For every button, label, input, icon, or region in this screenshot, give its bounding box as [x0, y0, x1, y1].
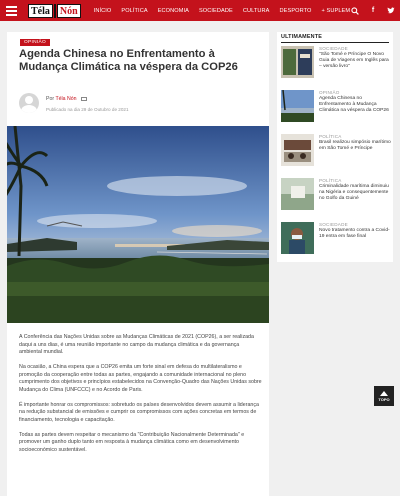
item-title[interactable]: Novo tratamento contra a Covid-19 entra em fase final — [319, 228, 390, 239]
thumbnail[interactable] — [281, 134, 314, 166]
paragraph: Todas as partes devem respeitar o mecanismo da "Contribuição Nacionalmente Determinada" e promover um ganho duplo tanto em resposta à mudança climática como em desenvolvimento socioeconómico sustentável. — [19, 431, 245, 453]
back-to-top-label: TOPO — [378, 396, 390, 402]
article-card — [7, 32, 269, 496]
article-title: Agenda Chinesa no Enfrentamento à Mudança Climática na véspera da COP26 — [19, 48, 238, 73]
author-link[interactable]: Téla Nón — [55, 96, 77, 102]
item-category[interactable]: POLÍTICA — [319, 178, 342, 183]
nav-item-cultura[interactable]: CULTURA — [242, 7, 270, 14]
facebook-icon[interactable]: f — [371, 7, 375, 14]
item-title[interactable]: Agenda Chinesa no Enfrentamento à Mudança Climática na véspera da COP26 — [319, 96, 389, 113]
article-body — [19, 334, 263, 462]
mail-icon[interactable] — [81, 97, 87, 101]
article-image — [7, 126, 269, 323]
back-to-top-button[interactable] — [374, 386, 394, 406]
logo-text-2: Nón — [57, 4, 81, 18]
avatar[interactable] — [19, 93, 39, 113]
paragraph: Na ocasião, a China espera que a COP26 emita um forte sinal em defesa do multilateralismo e promoção da cooperação entre todas as partes, engajando a comunidade internacional no pleno cumprimento dos objetivos e princípios estabelecidos na Convenção-Quadro das Nações Unidas sobre Mudança do Clima (UNFCCC) e no Acordo de Paris. — [19, 364, 262, 393]
paragraph: A Conferência das Nações Unidas sobre as Mudanças Climáticas de 2021 (COP26), a ser realizada daqui a uns dias, é uma reunião importante no campo da mudança climática e da governança ambiental mundial. — [19, 334, 254, 355]
twitter-icon[interactable] — [382, 0, 400, 21]
site-logo[interactable] — [28, 3, 81, 18]
item-category[interactable]: OPINIÃO — [319, 90, 340, 95]
arrow-up-icon — [380, 391, 388, 396]
nav-icons — [346, 0, 400, 21]
item-title[interactable]: Criminalidade marítima diminuiu na Nigéria e consequentemente no Golfo da Guiné — [319, 184, 389, 201]
sidebar-heading: ULTIMAMENTE — [281, 34, 323, 40]
thumbnail[interactable] — [281, 90, 314, 122]
main-nav — [89, 8, 355, 14]
item-category[interactable]: POLÍTICA — [319, 134, 342, 139]
category-badge[interactable]: OPINIÃO — [20, 39, 50, 46]
list-item[interactable] — [281, 46, 391, 82]
publish-date: Publicado na dia 29 de Outubro de 2021 — [46, 107, 129, 112]
sidebar-divider — [281, 42, 389, 43]
menu-icon[interactable] — [0, 0, 22, 21]
nav-item-sociedade[interactable]: SOCIEDADE — [198, 7, 233, 14]
sidebar-latest — [277, 32, 393, 262]
list-item[interactable] — [281, 178, 391, 214]
nav-item-politica[interactable]: POLÍTICA — [121, 7, 148, 14]
nav-item-suplementos[interactable]: + SUPLEM — [321, 7, 351, 14]
nav-item-economia[interactable]: ECONOMIA — [157, 7, 189, 14]
byline-prefix: Por — [46, 96, 55, 102]
item-title[interactable]: Brasil realizou simpósio marítimo em São Tomé e Príncipe — [319, 140, 391, 151]
byline — [46, 96, 87, 102]
item-category[interactable]: SOCIEDADE — [319, 46, 348, 51]
nav-item-inicio[interactable]: INÍCIO — [93, 7, 112, 14]
logo-text-1: Téla — [28, 4, 53, 18]
item-title[interactable]: "São Tomé e Príncipe O Novo Guia de Viagens em Inglês para – versão livro" — [319, 52, 389, 69]
list-item[interactable] — [281, 90, 391, 126]
list-item[interactable] — [281, 222, 391, 258]
search-icon[interactable] — [346, 0, 364, 21]
thumbnail[interactable] — [281, 46, 314, 78]
thumbnail[interactable] — [281, 222, 314, 254]
item-category[interactable]: SOCIEDADE — [319, 222, 348, 227]
nav-item-desporto[interactable]: DESPORTO — [279, 7, 312, 14]
list-item[interactable] — [281, 134, 391, 170]
top-navbar — [0, 0, 400, 21]
logo-divider — [54, 4, 56, 18]
paragraph: É importante honrar os compromissos: sobretudo os países desenvolvidos devem assumir a liderança na redução substancial de emissões e cumprir os compromissos com ações concretas em termos de financiamento, tecnologia e capacitação. — [19, 401, 259, 423]
thumbnail[interactable] — [281, 178, 314, 210]
